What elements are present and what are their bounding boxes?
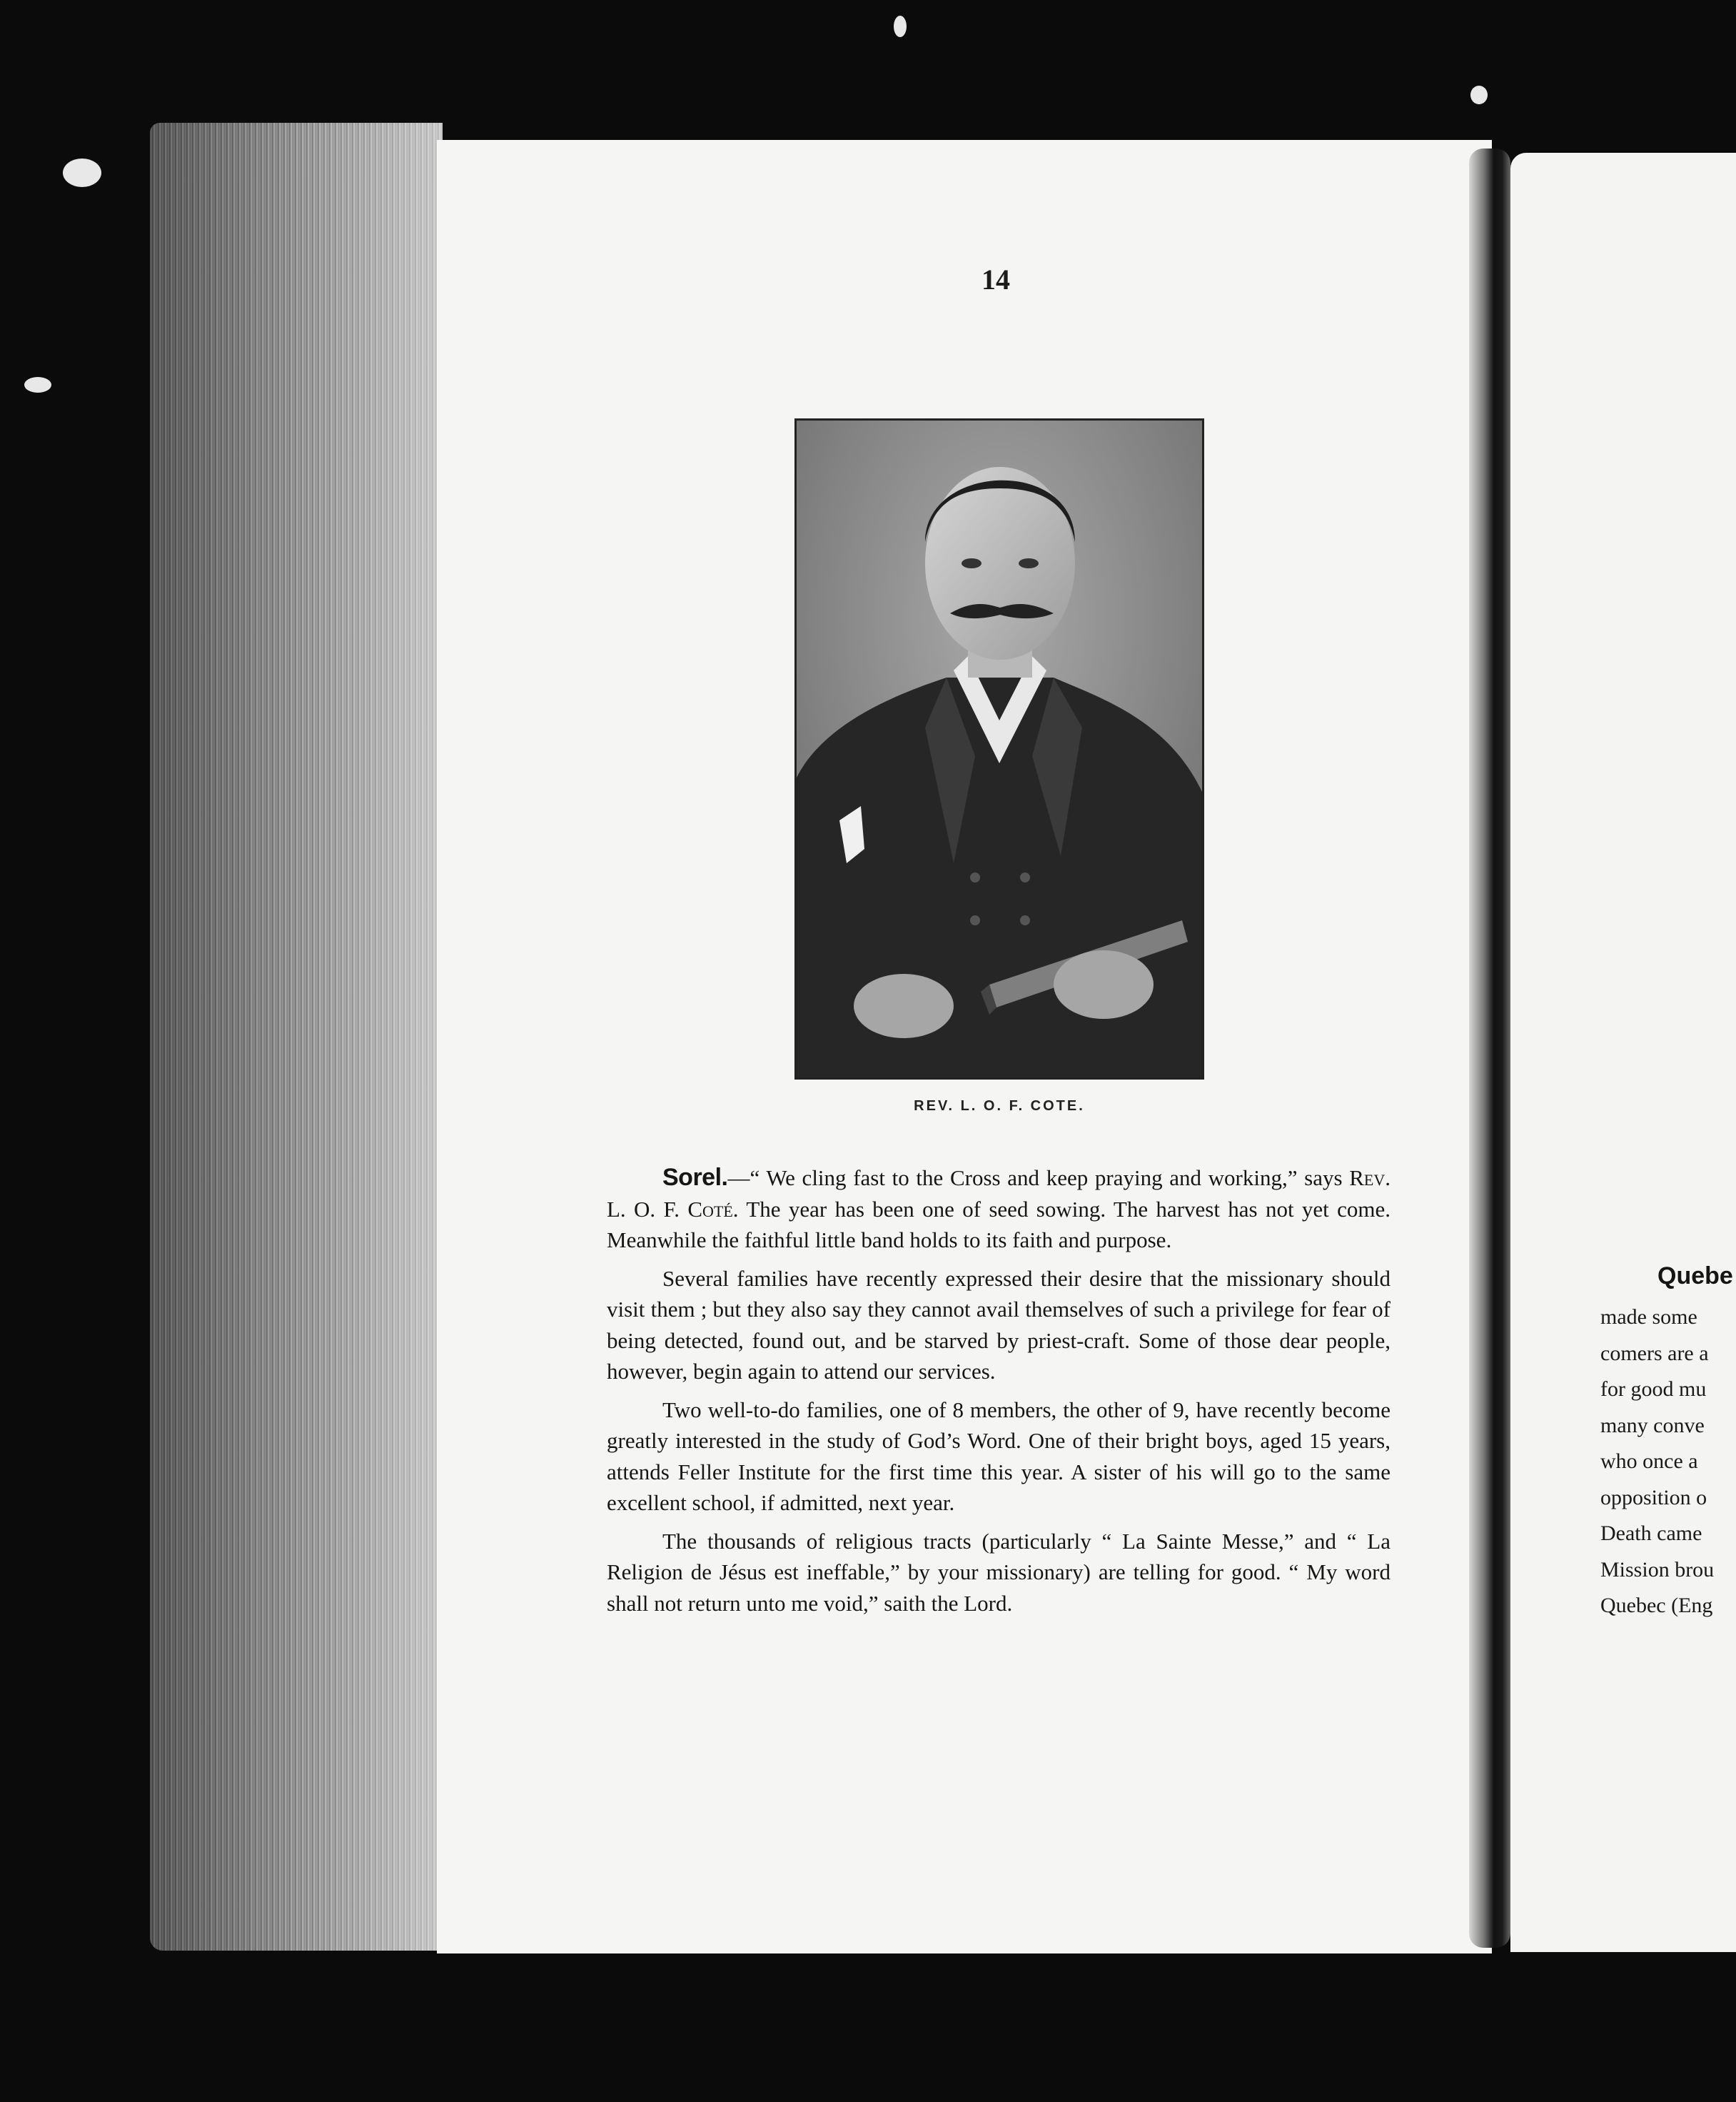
book-gutter: [1469, 149, 1510, 1948]
paragraph-4: The thousands of religious tracts (particularly “ La Sainte Messe,” and “ La Religion de Jésus est ineffable,” by your missionary) are telling for good. “ My word shall not return unto me void,” saith the Lord.: [607, 1528, 1391, 1616]
next-page-line: Death came: [1600, 1522, 1702, 1545]
next-page-line: many conve: [1600, 1413, 1705, 1437]
paragraph-rest: The year has been one of seed sowing. The harvest has not yet come. Meanwhile the faithful little band holds to its faith and purpose.: [607, 1196, 1391, 1252]
next-page-heading: Quebe: [1657, 1262, 1733, 1289]
next-page-line: Mission brou: [1600, 1557, 1715, 1581]
page-number: 14: [981, 263, 1010, 296]
dust-speck: [63, 159, 101, 187]
paragraph-3: Two well-to-do families, one of 8 members, the other of 9, have recently become greatly interested in the study of God’s Word. One of their bright boys, aged 15 years, attends Feller Institute for the first time this year. A sister of his will go to the same excellent school, if admitted, next year.: [607, 1397, 1391, 1515]
next-page-line: comers are a: [1600, 1341, 1709, 1365]
next-page-line: for good mu: [1600, 1377, 1707, 1401]
paragraph-lead: —“ We cling fast to the Cross and keep praying and working,” says: [727, 1165, 1350, 1190]
section-heading: Sorel.: [662, 1164, 728, 1191]
paragraph-1: [607, 1162, 1391, 1256]
portrait-caption: REV. L. O. F. COTE.: [914, 1098, 1085, 1114]
article-body: [607, 1162, 1391, 1626]
next-page-lines: [1600, 1299, 1736, 1624]
dust-speck: [24, 377, 51, 393]
paragraph-2: Several families have recently expressed their desire that the missionary should visit them ; but they also say they cannot avail themselves of such a privilege for fear of being detected, found out, and be starved by priest-craft. Some of those dear people, however, begin again to attend our services.: [607, 1265, 1391, 1384]
missionary-name: Rev. L. O. F. Coté.: [607, 1165, 1391, 1222]
next-page-line: made some: [1600, 1305, 1697, 1329]
next-page-line: Quebec (Eng: [1600, 1594, 1713, 1617]
next-page-line: who once a: [1600, 1449, 1698, 1473]
next-page-line: opposition o: [1600, 1485, 1707, 1509]
book-page-edges: [150, 123, 443, 1951]
portrait-photo: [794, 418, 1204, 1080]
dust-speck: [1470, 86, 1488, 104]
dust-speck: [894, 16, 907, 37]
right-page: [1510, 153, 1736, 1952]
